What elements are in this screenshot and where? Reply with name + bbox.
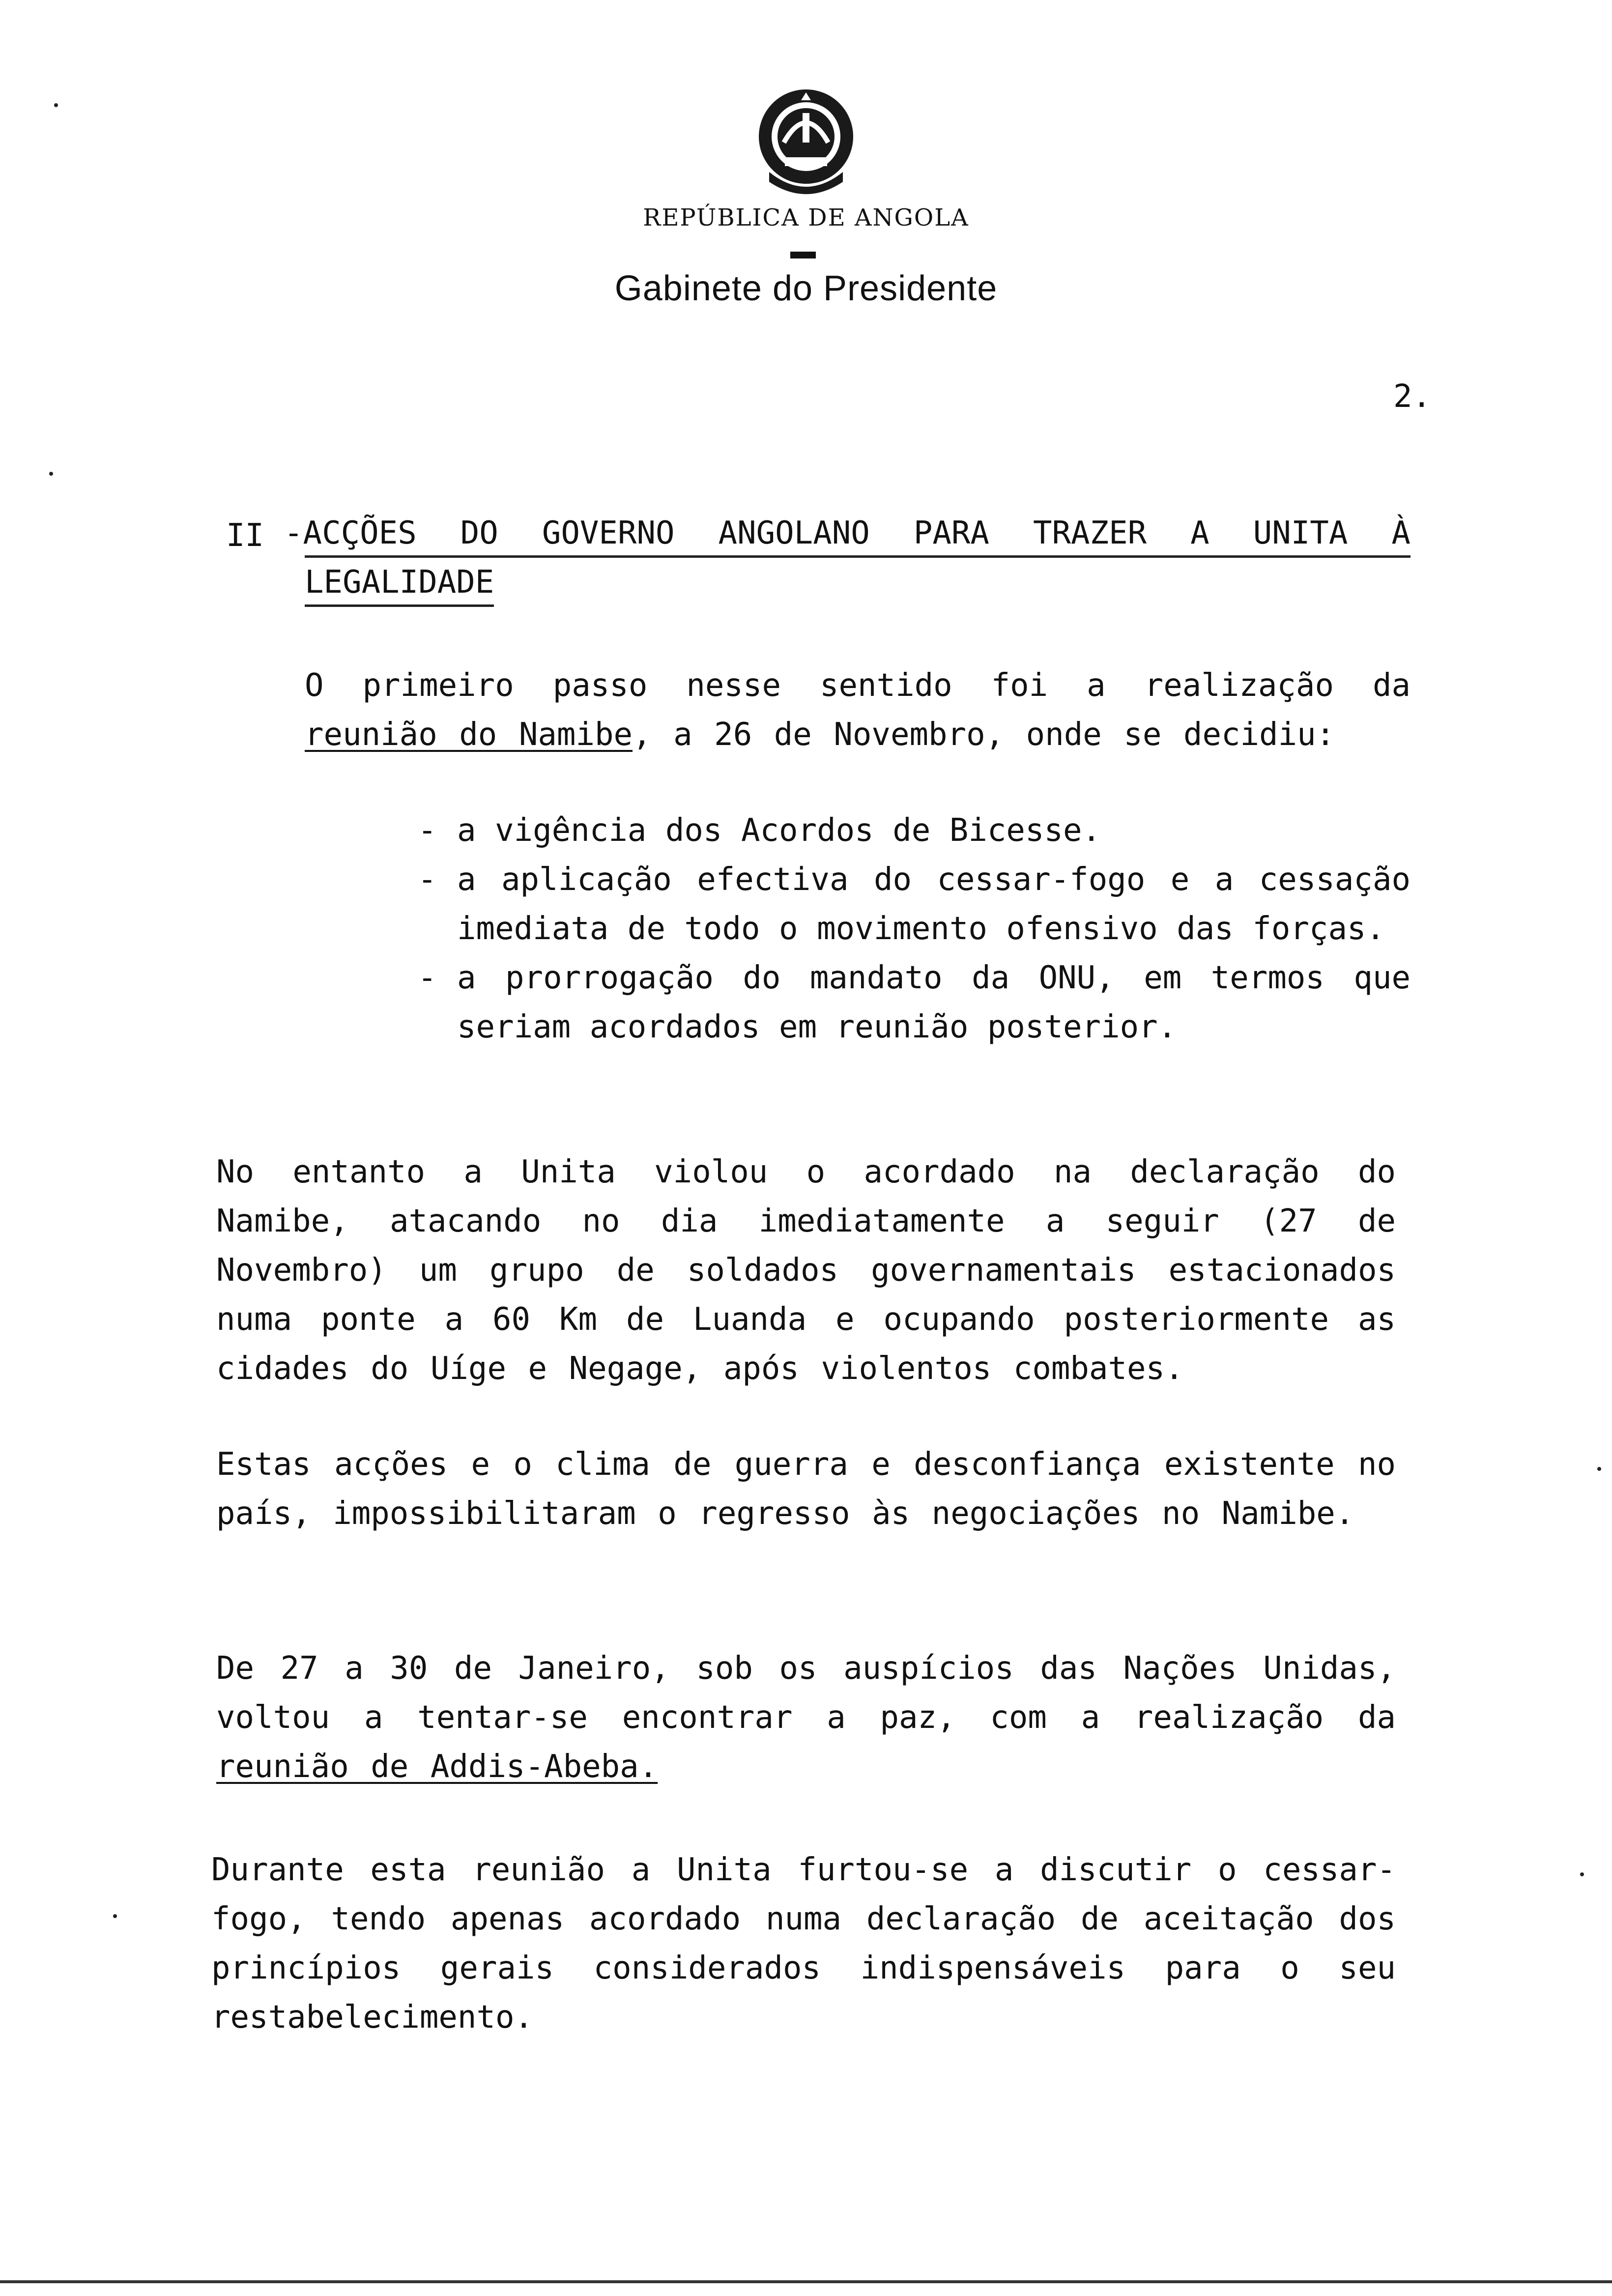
section-title-word: TRAZER	[1033, 515, 1147, 551]
scan-speck	[49, 472, 53, 476]
list-item-text: a vigência dos Acordos de Bicesse.	[457, 812, 1101, 849]
section-title-word: À	[1391, 515, 1410, 551]
scan-speck	[1580, 1872, 1584, 1876]
section-title	[284, 511, 1410, 607]
meeting-name-addis-abeba: reunião de Addis-Abeba.	[216, 1749, 658, 1785]
paragraph-war-climate: Estas acções e o clima de guerra e desconfiança existente no país, impossibilitaram o regresso às negociações no Namibe.	[216, 1446, 1396, 1532]
scan-speck	[54, 103, 58, 107]
section-title-word: -ACÇÕES	[284, 515, 417, 551]
paragraph-unita-violation: No entanto a Unita violou o acordado na declaração do Namibe, atacando no dia imediatamente a seguir (27 de Novembro) um grupo de soldados governamentais estacionados numa ponte a 60 Km de Luanda e ocupando posteriormente as cidades do Uíge e Negage, após violentos combates.	[216, 1154, 1396, 1387]
list-item	[418, 855, 1410, 953]
paragraph-addis-abeba	[216, 1644, 1396, 1791]
section-title-word: ANGOLANO	[718, 515, 870, 551]
section-title-word: PARA	[913, 515, 989, 551]
intro-text-end: , a 26 de Novembro, onde se decidiu:	[633, 717, 1335, 753]
cabinet-heading: Gabinete do Presidente	[614, 269, 998, 308]
meeting-name-namibe: reunião do Namibe	[305, 717, 633, 753]
paragraph-addis-text: De 27 a 30 de Janeiro, sob os auspícios das Nações Unidas, voltou a tentar-se encontrar a paz, com a realização da	[216, 1650, 1396, 1736]
list-bullet: -	[418, 812, 437, 849]
section-title-line1	[284, 511, 1410, 558]
list-item-text: a prorrogação do mandato da ONU, em termos que seriam acordados em reunião posterior.	[457, 960, 1410, 1045]
section-title-line2: LEGALIDADE	[305, 560, 494, 607]
intro-text: O primeiro passo nesse sentido foi a realização da	[305, 667, 1410, 704]
section-title-word: A	[1190, 515, 1209, 551]
list-item	[418, 953, 1410, 1052]
paragraph-ceasefire: Durante esta reunião a Unita furtou-se a discutir o cessar-fogo, tendo apenas acordado numa declaração de aceitação dos princípios gerais considerados indispensáveis para o seu restabelecimento.	[211, 1852, 1396, 2036]
letterhead-separator	[790, 252, 816, 258]
republic-heading: REPÚBLICA DE ANGOLA	[643, 204, 969, 231]
list-item	[418, 806, 1410, 855]
list-bullet: -	[418, 960, 437, 996]
section-number: II	[226, 517, 264, 554]
page-number: 2.	[1393, 378, 1432, 415]
scan-speck	[1597, 1467, 1601, 1471]
footer-rule	[0, 2280, 1612, 2283]
angola-coat-of-arms-icon	[754, 84, 858, 201]
scan-speck	[113, 1914, 117, 1918]
intro-paragraph	[305, 661, 1410, 759]
section-title-word: DO	[460, 515, 498, 551]
list-item-text: a aplicação efectiva do cessar-fogo e a cessação imediata de todo o movimento ofensivo das forças.	[457, 861, 1410, 947]
decisions-list	[418, 806, 1410, 1052]
section-title-word: UNITA	[1253, 515, 1348, 551]
section-title-word: GOVERNO	[542, 515, 675, 551]
list-bullet: -	[418, 861, 437, 898]
